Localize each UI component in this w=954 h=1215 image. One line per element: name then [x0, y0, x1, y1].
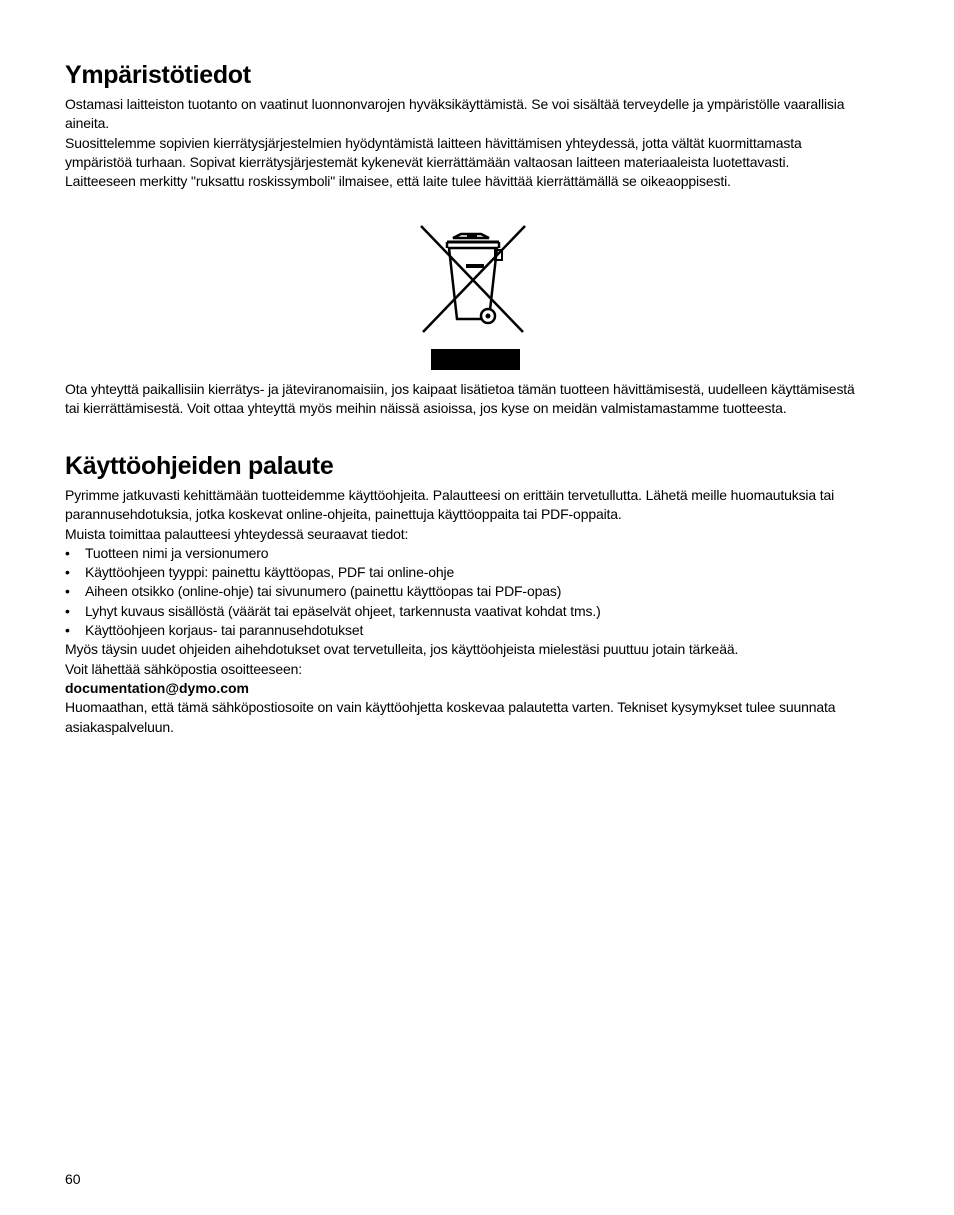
feedback-intro: Pyrimme jatkuvasti kehittämään tuotteidemme käyttöohjeita. Palautteesi on erittäin tervetullutta. Lähetä meille huomautuksia tai parannusehdotuksia, jotka koskevat online-ohjeita, painettuja käyttöoppaita tai PDF-oppaita.	[65, 487, 835, 523]
list-item: • Aiheen otsikko (online-ohje) tai sivunumero (painettu käyttöopas tai PDF-opas)	[65, 582, 855, 601]
crossed-out-wheelie-bin-icon	[417, 224, 529, 372]
section-heading-environment: Ympäristötiedot	[65, 61, 251, 89]
environment-contact-text	[65, 380, 855, 419]
feedback-text	[65, 486, 855, 737]
environment-paragraph-1: Ostamasi laitteiston tuotanto on vaatinut luonnonvarojen hyväksikäyttämistä. Se voi sisältää terveydelle ja ympäristölle vaarallisia aineita.	[65, 96, 845, 132]
page-number: 60	[65, 1171, 81, 1187]
environment-contact-paragraph: Ota yhteyttä paikallisiin kierrätys- ja jäteviranomaisiin, jos kaipaat lisätietoa tämän tuotteen hävittämisestä, uudelleen käyttämisestä tai kierrättämisestä. Voit ottaa yhteyttä myös meihin näissä asioissa, jos kyse on meidän valmistamastamme tuotteesta.	[65, 381, 855, 417]
bullet-icon: •	[65, 564, 70, 581]
list-item: • Käyttöohjeen korjaus- tai parannusehdotukset	[65, 621, 855, 640]
feedback-welcome: Myös täysin uudet ohjeiden aihehdotukset ovat tervetulleita, jos käyttöohjeista mielestäsi puuttuu jotain tärkeää.	[65, 641, 739, 658]
list-item: • Käyttöohjeen tyyppi: painettu käyttöopas, PDF tai online-ohje	[65, 563, 855, 582]
list-item: • Lyhyt kuvaus sisällöstä (väärät tai epäselvät ohjeet, tarkennusta vaativat kohdat tms.)	[65, 602, 855, 621]
bullet-icon: •	[65, 622, 70, 639]
feedback-list	[65, 544, 855, 640]
section-heading-feedback: Käyttöohjeiden palaute	[65, 452, 334, 480]
list-item: • Tuotteen nimi ja versionumero	[65, 544, 855, 563]
bullet-icon: •	[65, 544, 70, 561]
bullet-icon: •	[65, 602, 70, 619]
feedback-list-intro: Muista toimittaa palautteesi yhteydessä seuraavat tiedot:	[65, 525, 409, 542]
environment-paragraph-2: Suosittelemme sopivien kierrätysjärjestelmien hyödyntämistä laitteen hävittämisen yhteydessä, jotta vältät kuormittamasta ympäristöä turhaan. Sopivat kierrätysjärjestemät kykenevät kierrättämään valtaosan laitteen materiaaleista luotettavasti.	[65, 134, 802, 170]
bullet-icon: •	[65, 583, 70, 600]
environment-paragraph-3: Laitteeseen merkitty "ruksattu roskissymboli" ilmaisee, että laite tulee hävittää kierrättämällä se oikeaoppisesti.	[65, 173, 731, 190]
feedback-note: Huomaathan, että tämä sähköpostiosoite on vain käyttöohjetta koskevaa palautetta varten. Tekniset kysymykset tulee suunnata asiakaspalveluun.	[65, 699, 836, 735]
feedback-email-address: documentation@dymo.com	[65, 679, 249, 696]
feedback-send-to: Voit lähettää sähköpostia osoitteeseen:	[65, 660, 302, 677]
environment-text	[65, 95, 855, 191]
